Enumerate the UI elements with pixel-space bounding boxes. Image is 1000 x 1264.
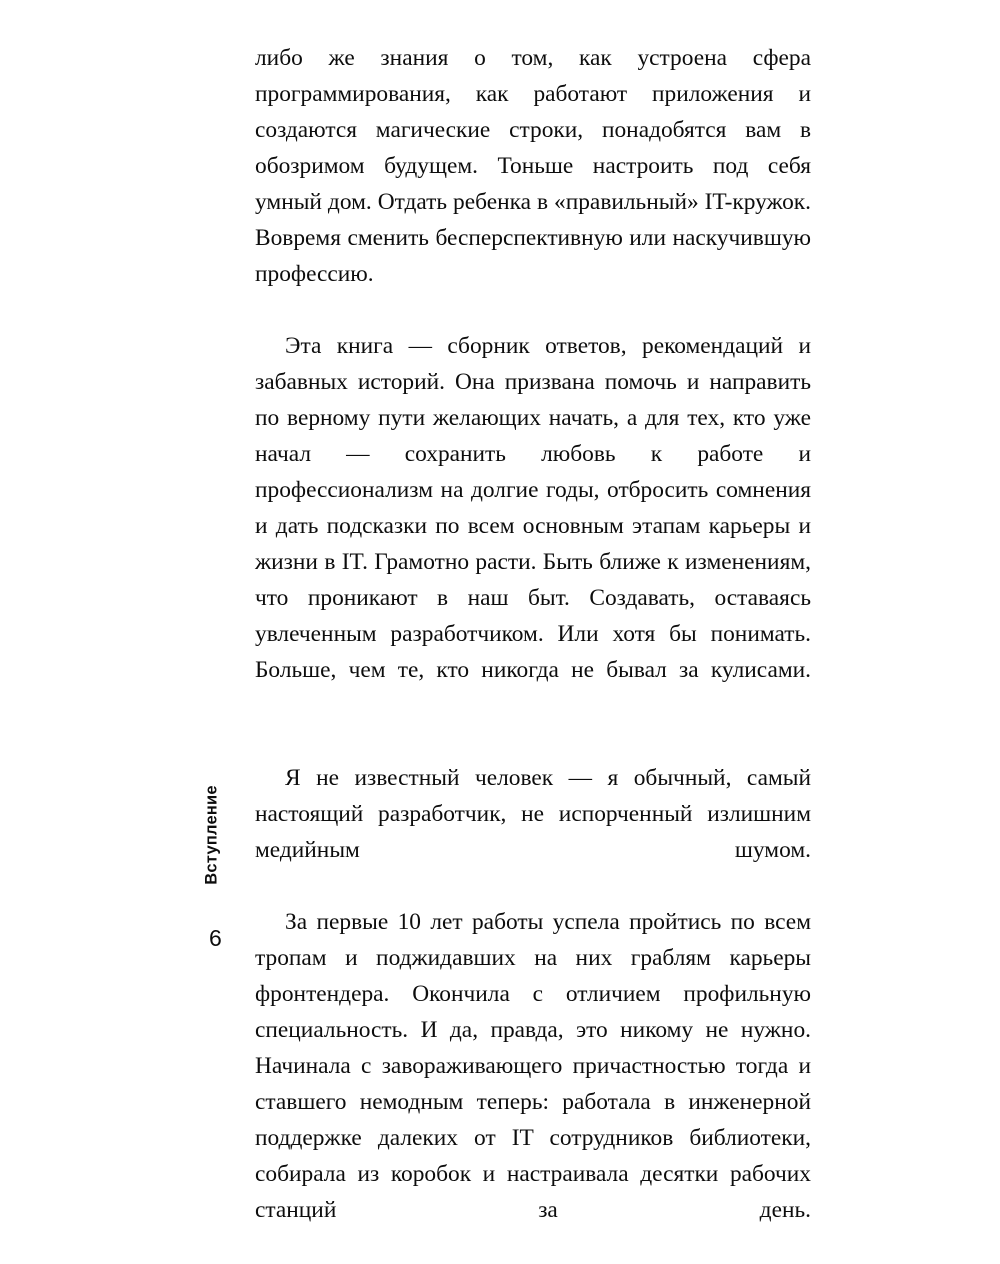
paragraph-author-intro: Я не известный человек — я обычный, самый настоящий разработчик, не испорченный излишним медийным шумом. xyxy=(255,765,811,863)
paragraph-career-history: За первые 10 лет работы успела пройтись по всем тропам и поджидавших на них граблям карьеры фронтендера. Окончила с отличием профильную специальность. И да, правда, это никому не нужно. Начинала с завораживающего причастностью тогда и ставшего немодным теперь: работала в инженерной поддержке далеких от IT сотрудников библиотеки, собирала из коробок и настраивала десятки рабочих станций за день. xyxy=(255,909,811,1223)
paragraph-spacer xyxy=(255,724,811,760)
running-head-chapter-title: Вступление xyxy=(202,785,221,885)
text-column xyxy=(255,40,811,1264)
paragraph-continued: либо же знания о том, как устроена сфера программирования, как работают приложения и создаются магические строки, понадобятся вам в обозримом будущем. Тоньше настроить под себя умный дом. Отдать ребенка в «правильный» IT-кружок. Вовремя сменить бесперспективную или наскучившую профессию. xyxy=(255,45,811,287)
page-number: 6 xyxy=(209,925,222,951)
paragraph-about-the-book: Эта книга — сборник ответов, рекомендаций и забавных историй. Она призвана помочь и направить по верному пути желающих начать, а для тех, кто уже начал — сохранить любовь к работе и профессионализм на долгие годы, отбросить сомнения и дать подсказки по всем основным этапам карьеры и жизни в IT. Грамотно расти. Быть ближе к изменениям, что проникают в наш быт. Создавать, оставаясь увлеченным разработчиком. Или хотя бы понимать. Больше, чем те, кто никогда не бывал за кулисами. xyxy=(255,333,811,683)
